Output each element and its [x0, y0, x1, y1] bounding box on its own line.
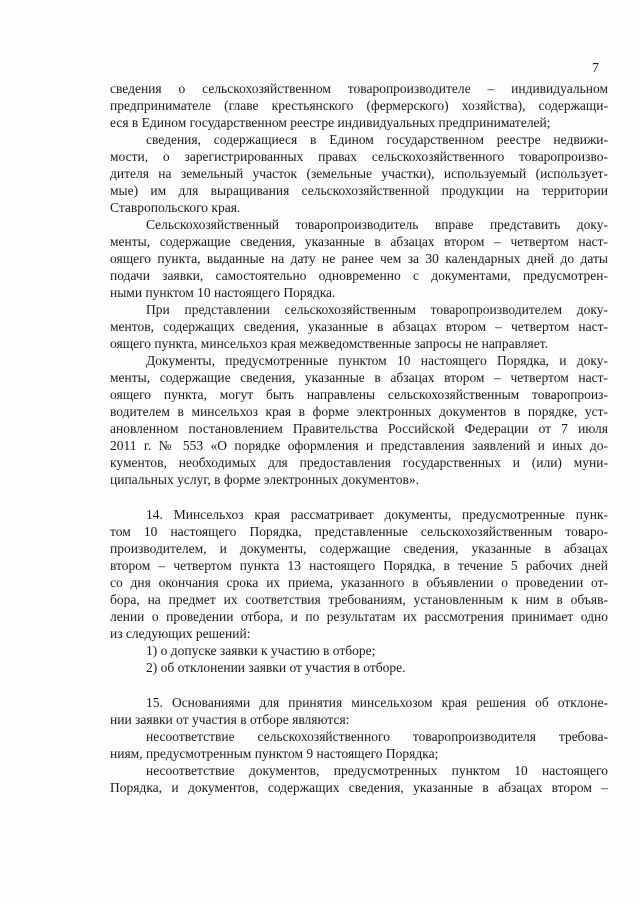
- paragraph: [110, 659, 608, 676]
- text-line: дителя на земельный участок (земельные участки), используемый (использует-: [110, 166, 608, 181]
- text-line: ановленном постановлением Правительства Российской Федерации от 7 июля: [110, 421, 608, 436]
- paragraph: [110, 762, 608, 796]
- text-line: лении о проведении отбора, и по результатам их рассмотрения принимает одно: [110, 609, 608, 624]
- text-line: несоответствие сельскохозяйственного товаропроизводителя требова-: [146, 729, 608, 744]
- text-line: несоответствие документов, предусмотренных пунктом 10 настоящего: [146, 763, 608, 778]
- paragraph: [110, 301, 608, 352]
- text-line: 14. Минсельхоз края рассматривает документы, предусмотренные пунк-: [146, 507, 608, 522]
- text-line: водителем в минсельхоз края в форме электронных документов в порядке, уст-: [110, 404, 608, 419]
- text-line: менты, содержащие сведения, указанные в абзацах втором – четвертом наст-: [110, 370, 608, 385]
- text-line: кументов, необходимых для предоставления государственных и (или) муни-: [110, 455, 608, 470]
- text-line: сведения, содержащиеся в Едином государственном реестре недвижи-: [146, 132, 608, 147]
- text-line: Сельскохозяйственный товаропроизводитель вправе представить доку-: [146, 217, 608, 232]
- text-line: менты, содержащие сведения, указанные в абзацах втором – четвертом наст-: [110, 234, 608, 249]
- text-line: ципальных услуг, в форме электронных документов».: [110, 472, 419, 487]
- text-line: еся в Едином государственном реестре индивидуальных предпринимателей;: [110, 115, 551, 130]
- document-body: [110, 80, 608, 796]
- text-line: Ставропольского края.: [110, 200, 241, 215]
- text-line: ными пунктом 10 настоящего Порядка.: [110, 285, 336, 300]
- text-line: мые) им для выращивания сельскохозяйственной продукции на территории: [110, 183, 608, 198]
- text-line: 1) о допуске заявки к участию в отборе;: [146, 643, 376, 658]
- page-number: 7: [592, 61, 599, 76]
- text-line: Документы, предусмотренные пунктом 10 настоящего Порядка, и доку-: [146, 353, 608, 368]
- text-line: из следующих решений:: [110, 626, 251, 641]
- text-line: оящего пункта, могут быть направлены сельскохозяйственным товаропроиз-: [110, 387, 608, 402]
- text-line: 2) об отклонении заявки от участия в отборе.: [146, 660, 406, 675]
- paragraph: [110, 506, 608, 642]
- text-line: мости, о зарегистрированных правах сельскохозяйственного товаропроизво-: [110, 149, 608, 164]
- paragraph: [110, 80, 608, 131]
- section-spacer: [110, 676, 608, 694]
- text-line: Порядка, и документов, содержащих сведения, указанные в абзацах втором –: [110, 780, 608, 795]
- text-line: ментов, содержащих сведения, указанные в абзацах втором – четвертом наст-: [110, 319, 608, 334]
- section-spacer: [110, 488, 608, 506]
- paragraph: [110, 216, 608, 301]
- text-line: 2011 г. № 553 «О порядке оформления и представления заявлений и иных до-: [110, 438, 608, 453]
- text-line: 15. Основаниями для принятия минсельхозом края решения об отклоне-: [146, 695, 608, 710]
- paragraph: [110, 131, 608, 216]
- text-line: оящего пункта, минсельхоз края межведомственные запросы не направляет.: [110, 336, 548, 351]
- text-line: втором – четвертом пункта 13 настоящего Порядка, в течение 5 рабочих дней: [110, 558, 608, 573]
- text-line: нии заявки от участия в отборе являются:: [110, 712, 350, 727]
- text-line: том 10 настоящего Порядка, представленные сельскохозяйственным товаро-: [110, 524, 608, 539]
- paragraph: [110, 352, 608, 488]
- paragraph: [110, 694, 608, 728]
- text-line: бора, на предмет их соответствия требованиям, установленным к ним в объяв-: [110, 592, 608, 607]
- text-line: предпринимателе (главе крестьянского (фермерского) хозяйства), содержащи-: [110, 98, 608, 113]
- text-line: При представлении сельскохозяйственным товаропроизводителем доку-: [146, 302, 608, 317]
- text-line: оящего пункта, выданные на дату не ранее чем за 30 календарных дней до даты: [110, 251, 608, 266]
- paragraph: [110, 728, 608, 762]
- text-line: ниям, предусмотренным пунктом 9 настоящего Порядка;: [110, 746, 439, 761]
- text-line: подачи заявки, самостоятельно одновременно с документами, предусмотрен-: [110, 268, 608, 283]
- text-line: со дня окончания срока их приема, указанного в объявлении о проведении от-: [110, 575, 608, 590]
- text-line: сведения о сельскохозяйственном товаропроизводителе – индивидуальном: [110, 81, 608, 96]
- paragraph: [110, 642, 608, 659]
- text-line: производителем, и документы, содержащие сведения, указанные в абзацах: [110, 541, 608, 556]
